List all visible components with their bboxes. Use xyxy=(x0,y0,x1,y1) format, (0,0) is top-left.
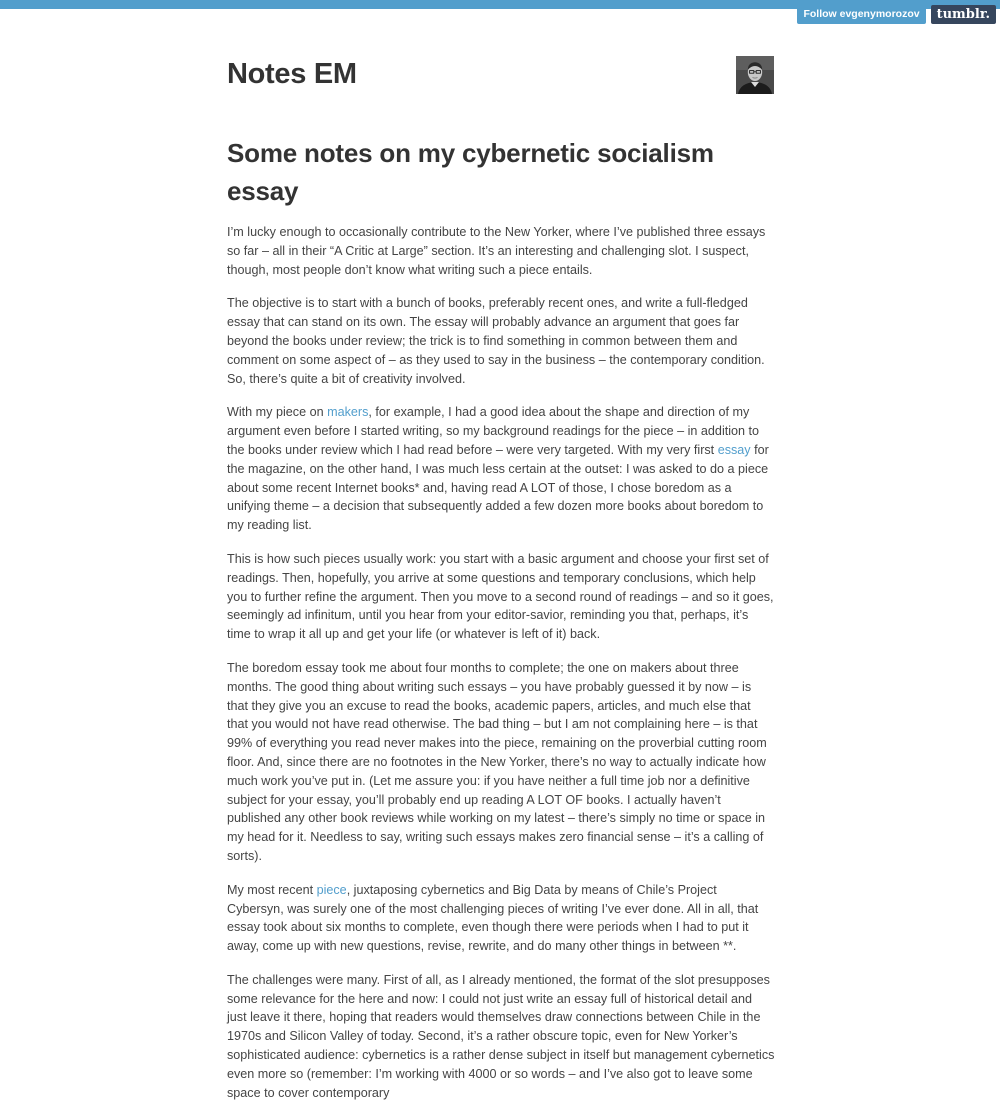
follow-button[interactable]: Follow evgenymorozov xyxy=(797,5,925,24)
paragraph-text: My most recent xyxy=(227,882,317,897)
paragraph-text: , for example, I had a good idea about the shape and direction of my argument even before I started writing, so my background readings for the piece – in addition to the books under review which I had read before – were very targeted. With my very first xyxy=(227,405,760,457)
post-paragraph-3 xyxy=(227,403,775,535)
makers-link[interactable]: makers xyxy=(327,405,369,420)
post-title[interactable]: Some notes on my cybernetic socialism essay xyxy=(227,138,714,206)
post-paragraph-6 xyxy=(227,881,775,956)
avatar[interactable] xyxy=(736,56,774,94)
blog-title[interactable]: Notes EM xyxy=(227,58,357,90)
post-paragraph-1: I’m lucky enough to occasionally contribute to the New Yorker, where I’ve published three essays so far – all in their “A Critic at Large” section. It’s an interesting and challenging slot. I suspect, though, most people don’t know what writing such a piece entails. xyxy=(227,225,766,277)
post-paragraph-7: The challenges were many. First of all, as I already mentioned, the format of the slot presupposes some relevance for the here and now: I could not just write an essay full of historical detail and just leave it there, hoping that readers would themselves draw connections between Chile in the 1970s and Silicon Valley of today. Second, it’s a rather obscure topic, even for New Yorker’s sophisticated audience: cybernetics is a rather dense subject in itself but management cybernetics even more so (remember: I’m working with 4000 or so words – and I’ve also got to leave some space to cover contemporary xyxy=(227,972,775,1100)
post-paragraph-5: The boredom essay took me about four months to complete; the one on makers about three months. The good thing about writing such essays – you have probably guessed it by now – is that they give you an excuse to read the books, academic papers, articles, and much else that that you would not have read otherwise. The bad thing – but I am not complaining here – is that 99% of everything you read never makes into the piece, remaining on the proverbial cutting room floor. And, since there are no footnotes in the New Yorker, there’s no way to actually indicate how much work you’ve put in. (Let me assure you: if you have neither a full time job nor a definitive subject for your essay, you’ll probably end up reading A LOT OF books. I actually haven’t published any other book reviews while working on my latest – there’s simply no time or space in my head for it. Needless to say, writing such essays makes zero financial sense – it’s a calling of sorts). xyxy=(227,660,767,863)
paragraph-text: With my piece on xyxy=(227,405,328,420)
essay-link[interactable]: essay xyxy=(717,442,751,457)
piece-link[interactable]: piece xyxy=(316,882,347,897)
tumblr-controls xyxy=(797,5,996,24)
post xyxy=(227,134,775,1117)
paragraph-text: , juxtaposing cybernetics and Big Data by means of Chile’s Project Cybersyn, was surely one of the most challenging pieces of writing I’ve ever done. All in all, that essay took about six months to complete, even though there were periods when I had to put it away, come up with new questions, revise, rewrite, and do many other things in between **. xyxy=(227,882,759,954)
post-paragraph-2: The objective is to start with a bunch of books, preferably recent ones, and write a full-fledged essay that can stand on its own. The essay will probably advance an argument that goes far beyond the books under review; the trick is to find something in common between them and comment on some aspect of – as they used to say in the business – the contemporary condition. So, there’s quite a bit of creativity involved. xyxy=(227,296,765,386)
post-paragraph-4: This is how such pieces usually work: you start with a basic argument and choose your first set of readings. Then, hopefully, you arrive at some questions and temporary conclusions, which help you to further refine the argument. Then you move to a second round of readings – and so it goes, seemingly ad infinitum, until you hear from your editor-savior, reminding you that, perhaps, it’s time to wrap it all up and get your life (or whatever is left of it) back. xyxy=(227,551,774,642)
paragraph-text: for the magazine, on the other hand, I was much less certain at the outset: I was asked to do a piece about some recent Internet books* and, having read A LOT of those, I chose boredom as a unifying theme – a decision that subsequently added a few dozen more books about boredom to my reading list. xyxy=(227,442,769,533)
avatar-portrait-icon xyxy=(736,56,774,94)
blog-header xyxy=(227,56,774,96)
tumblr-logo[interactable]: tumblr. xyxy=(931,5,996,24)
